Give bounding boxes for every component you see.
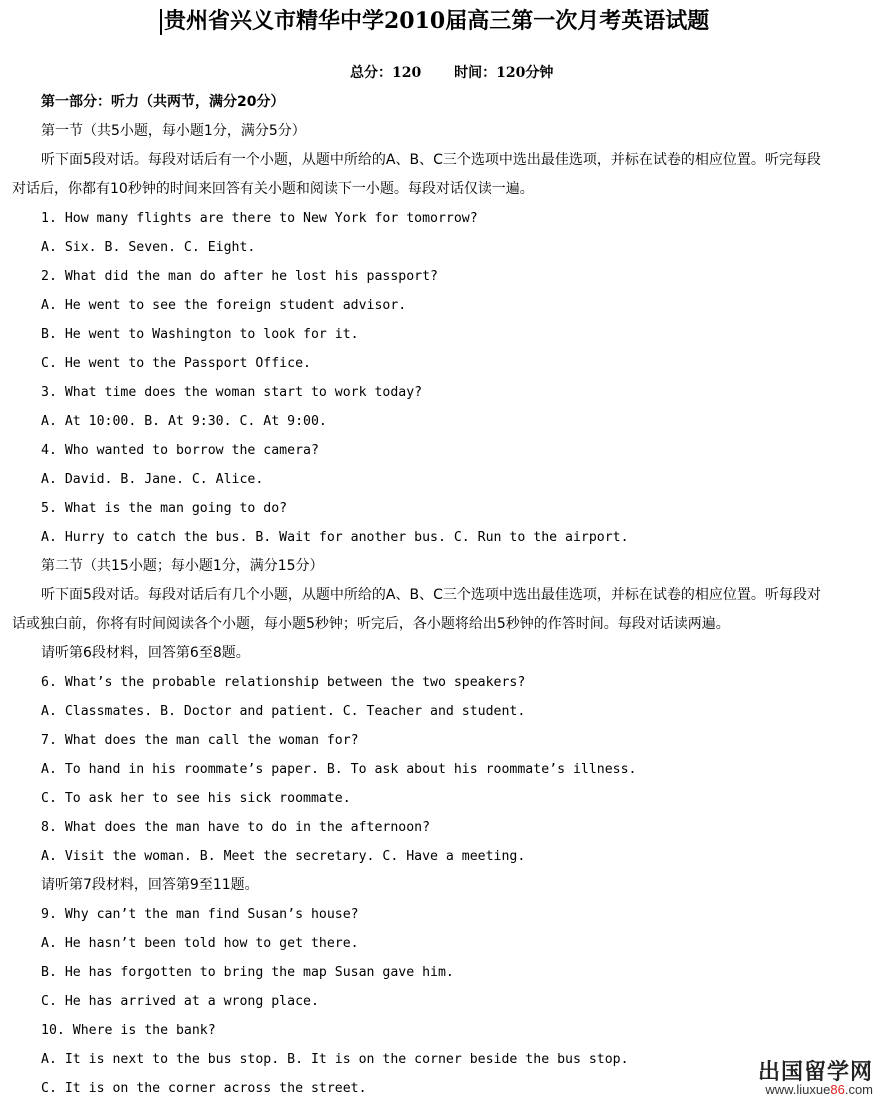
question: 8. What does the man have to do in the afternoon? [41,820,431,835]
text-cursor [160,9,162,35]
answer-option: C. He went to the Passport Office. [41,356,311,371]
answer-option: C. He has arrived at a wrong place. [41,994,319,1009]
answer-options: A. At 10:00. B. At 9:30. C. At 9:00. [41,414,327,429]
instruction-line: 话或独白前，你将有时间阅读各个小题，每小题5秒钟；听完后，各小题将给出5秒钟的作答时间。每段对话读两遍。 [12,616,730,632]
section-heading: 第一节（共5小题，每小题1分，满分5分） [41,123,306,139]
instruction-line: 对话后，你都有10秒钟的时间来回答有关小题和阅读下一小题。每段对话仅读一遍。 [12,181,534,197]
answer-options: A. Visit the woman. B. Meet the secretary. C. Have a meeting. [41,849,526,864]
question: 2. What did the man do after he lost his passport? [41,269,438,284]
answer-option: B. He has forgotten to bring the map Susan gave him. [41,965,454,980]
question: 9. Why can’t the man find Susan’s house? [41,907,359,922]
exam-meta [350,62,581,82]
answer-options: A. Classmates. B. Doctor and patient. C. Teacher and student. [41,704,526,719]
question: 1. How many flights are there to New York for tomorrow? [41,211,478,226]
answer-option: B. He went to Washington to look for it. [41,327,359,342]
answer-options: A. Hurry to catch the bus. B. Wait for another bus. C. Run to the airport. [41,530,629,545]
answer-option: C. It is on the corner across the street. [41,1081,367,1096]
question: 7. What does the man call the woman for? [41,733,359,748]
title-text: 贵州省兴义市精华中学2010届高三第一次月考英语试题 [164,8,710,34]
total-score: 总分：120 [350,65,422,81]
question: 4. Who wanted to borrow the camera? [41,443,319,458]
document-body [12,88,878,1103]
answer-option: A. He went to see the foreign student advisor. [41,298,407,313]
answer-option: A. He hasn’t been told how to get there. [41,936,359,951]
answer-option: C. To ask her to see his sick roommate. [41,791,351,806]
answer-options: A. To hand in his roommate’s paper. B. To ask about his roommate’s illness. [41,762,637,777]
question: 3. What time does the woman start to work today? [41,385,423,400]
answer-options: A. David. B. Jane. C. Alice. [41,472,264,487]
part-heading: 第一部分：听力（共两节，满分20分） [41,94,285,110]
exam-time: 时间：120分钟 [454,65,554,81]
watermark-name: 出国留学网 [757,1060,873,1085]
site-watermark [758,1055,873,1097]
instruction-line: 听下面5段对话。每段对话后有一个小题，从题中所给的A、B、C三个选项中选出最佳选项，并标在试卷的相应位置。听完每段 [41,152,821,168]
instruction-line: 听下面5段对话。每段对话后有几个小题，从题中所给的A、B、C三个选项中选出最佳选项，并标在试卷的相应位置。听每段对 [41,587,821,603]
answer-options: A. Six. B. Seven. C. Eight. [41,240,256,255]
question: 10. Where is the bank? [41,1023,216,1038]
watermark-url: www.liuxue86.com [765,1082,873,1097]
question: 6. What’s the probable relationship between the two speakers? [41,675,526,690]
document-title [160,6,800,36]
section-heading: 第二节（共15小题；每小题1分，满分15分） [41,558,324,574]
question: 5. What is the man going to do? [41,501,288,516]
material-heading: 请听第7段材料，回答第9至11题。 [41,877,259,893]
answer-options: A. It is next to the bus stop. B. It is on the corner beside the bus stop. [41,1052,629,1067]
material-heading: 请听第6段材料，回答第6至8题。 [41,645,250,661]
